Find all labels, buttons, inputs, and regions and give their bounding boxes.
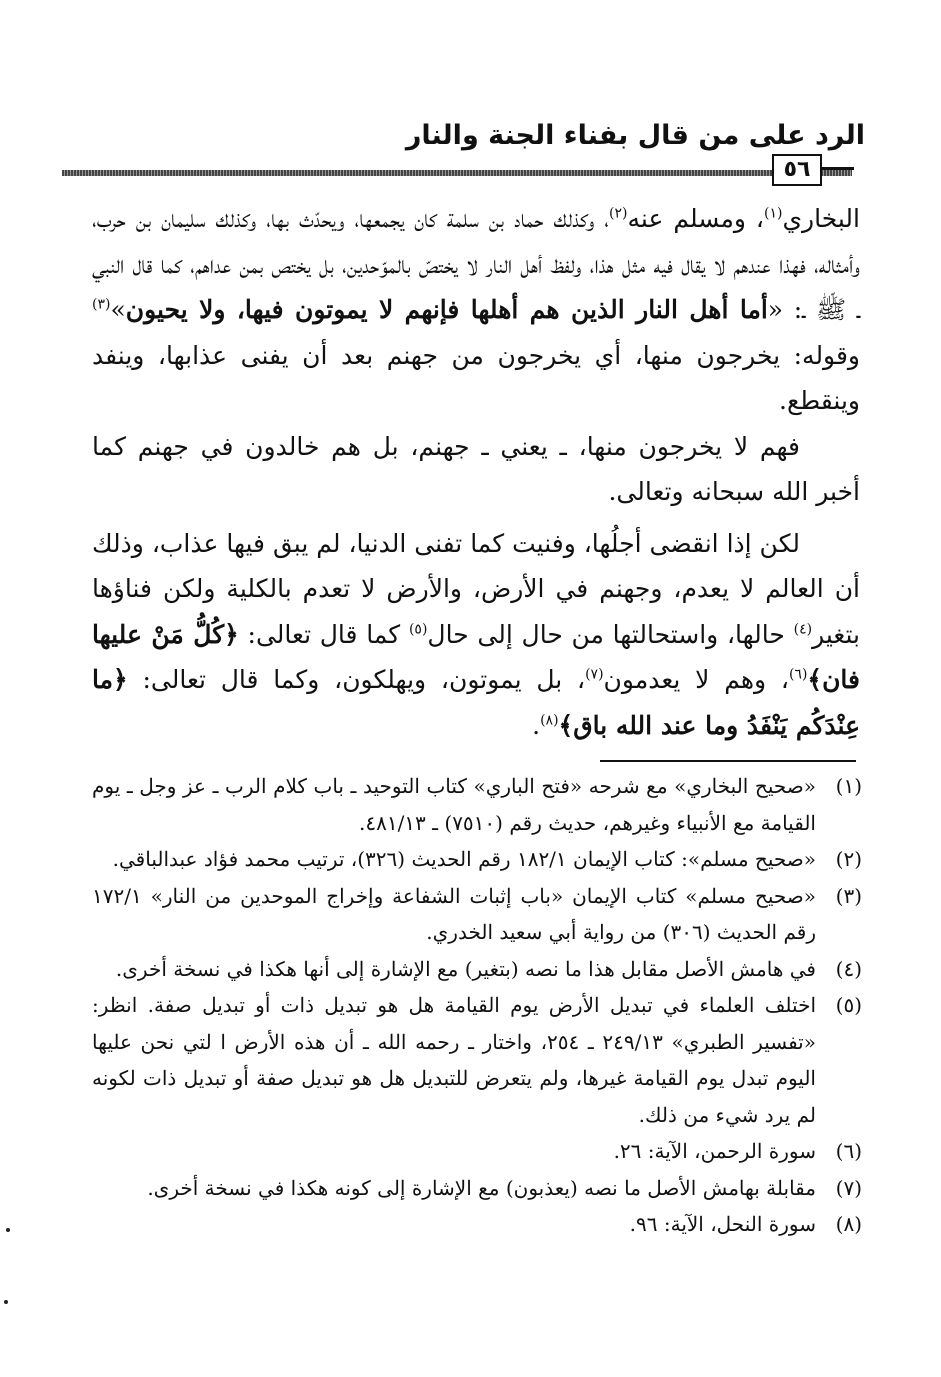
running-header-title: الرد على من قال بفناء الجنة والنار: [405, 120, 865, 151]
footnote-number: (٣): [835, 883, 862, 908]
footnote: [92, 768, 862, 841]
footnote-number: (٦): [835, 1139, 862, 1163]
scan-speck: [6, 1228, 10, 1232]
footnote-text: مقابلة بهامش الأصل ما نصه (يعذبون) مع الإشارة إلى كونه هكذا في نسخة أخرى.: [147, 1175, 816, 1200]
footnote-text: اختلف العلماء في تبديل الأرض يوم القيامة هل هو تبديل ذات أو تبديل صفة. انظر: «تفسير الطبري» ٢٤٩/١٣ ـ ٢٥٤، واختار ـ رحمه الله ـ أن هذه الأرض ا لتي نحن عليها اليوم تبدل يوم القيامة غيرها، ولم يتعرض للتبديل هل هو تبديل صفة أو تبديل ذات لكونه لم يرد شيء من ذلك.: [92, 993, 816, 1127]
header-rule-right: [822, 167, 854, 170]
paragraph-1: [92, 196, 860, 424]
footnote-text: «صحيح مسلم» كتاب الإيمان «باب إثبات الشفاعة وإخراج الموحدين من النار» ١٧٢/١ رقم الحديث (٣٠٦) من رواية أبي سعيد الخدري.: [92, 883, 816, 944]
footnote-number: (٢): [835, 847, 862, 871]
quran-verse-1: ﴿كُلُّ مَنْ عليها فان﴾: [92, 619, 860, 694]
text-run: »: [110, 295, 126, 324]
footnote-number: (٧): [835, 1175, 862, 1200]
running-header: [55, 120, 865, 160]
footnote-ref-7: (٧): [585, 666, 604, 683]
footnote-separator: [600, 760, 856, 762]
footnote-number: (٨): [835, 1212, 862, 1236]
footnote-ref-5: (٥): [408, 621, 428, 638]
text-run: ، وكذلك حماد بن سلمة كان يجمعها، ويحدّث بها، وكذلك سليمان بن حرب، وأمثاله، فهذا عندهم لا يقال فيه مثل هذا، ولفظ أهل النار لا يختصّ بالموّحدين، بل يختص بمن عداهم، كما قال النبي ـ ﷺ ـ: «: [92, 204, 860, 324]
footnote: [92, 1133, 862, 1170]
quran-verse-2: ﴿ما عِنْدَكُم يَنْفَدُ وما عند الله باق﴾: [92, 665, 860, 740]
footnote-ref-1: (١): [764, 205, 783, 222]
page-number: ٥٦: [772, 154, 822, 186]
footnote-ref-3: (٣): [92, 296, 111, 313]
footnote-ref-6: (٦): [788, 666, 808, 683]
text-run: كما قال تعالى:: [238, 619, 409, 649]
text-run: حالها، واستحالتها من حال إلى حال: [427, 619, 794, 649]
paragraph-3: [92, 521, 860, 749]
footnote-ref-4: (٤): [793, 621, 813, 638]
header-rule: [62, 170, 852, 176]
footnote-text: سورة الرحمن، الآية: ٢٦.: [613, 1139, 816, 1163]
text-run: .: [532, 710, 541, 740]
text-run: ، وهم لا يعدمون: [603, 665, 789, 694]
footnote-ref-8: (٨): [540, 712, 559, 729]
footnote: [92, 951, 862, 988]
footnote-number: (٤): [835, 956, 862, 981]
text-run: ، بل يموتون، ويهلكون، وكما قال تعالى:: [127, 665, 586, 694]
main-text: [92, 196, 860, 748]
footnote-ref-2: (٢): [609, 205, 628, 222]
footnote-number: (٥): [835, 993, 862, 1017]
scan-speck: [4, 1300, 8, 1304]
footnote-text: سورة النحل، الآية: ٩٦.: [629, 1212, 816, 1236]
footnote: [92, 841, 862, 878]
text-run: ، ومسلم عنه: [627, 204, 765, 233]
footnote: [92, 878, 862, 951]
footnote: [92, 1170, 862, 1207]
footnote-number: (١): [835, 774, 862, 798]
footnote: [92, 987, 862, 1133]
footnote-text: في هامش الأصل مقابل هذا ما نصه (بتغير) مع الإشارة إلى أنها هكذا في نسخة أخرى.: [115, 956, 816, 981]
hadith-quote: أما أهل النار الذين هم أهلها فإنهم لا يموتون فيها، ولا يحيون: [125, 295, 768, 324]
footnotes: [92, 768, 862, 1243]
footnote: [92, 1206, 862, 1243]
text-run: وقوله: يخرجون منها، أي يخرجون من جهنم بعد أن يفنى عذابها، وينفد وينقطع.: [92, 340, 860, 415]
text-run: البخاري: [782, 204, 860, 233]
paragraph-2: فهم لا يخرجون منها، ـ يعني ـ جهنم، بل هم خالدون في جهنم كما أخبر الله سبحانه وتعالى.: [92, 431, 860, 506]
text-run: لكن إذا انقضى أجلُها، وفنيت كما تفنى الدنيا، لم يبق فيها عذاب، وذلك أن العالم لا يعدم، وجهنم في الأرض، والأرض لا تعدم بالكلية ولكن فناؤها بتغير: [91, 528, 860, 649]
footnote-text: «صحيح البخاري» مع شرحه «فتح الباري» كتاب التوحيد ـ باب كلام الرب ـ عز وجل ـ يوم القيامة مع الأنبياء وغيرهم، حديث رقم (٧٥١٠) ـ ٤٨١/١٣.: [92, 774, 816, 835]
footnote-text: «صحيح مسلم»: كتاب الإيمان ١٨٢/١ رقم الحديث (٣٢٦)، ترتيب محمد فؤاد عبدالباقي.: [112, 847, 816, 871]
